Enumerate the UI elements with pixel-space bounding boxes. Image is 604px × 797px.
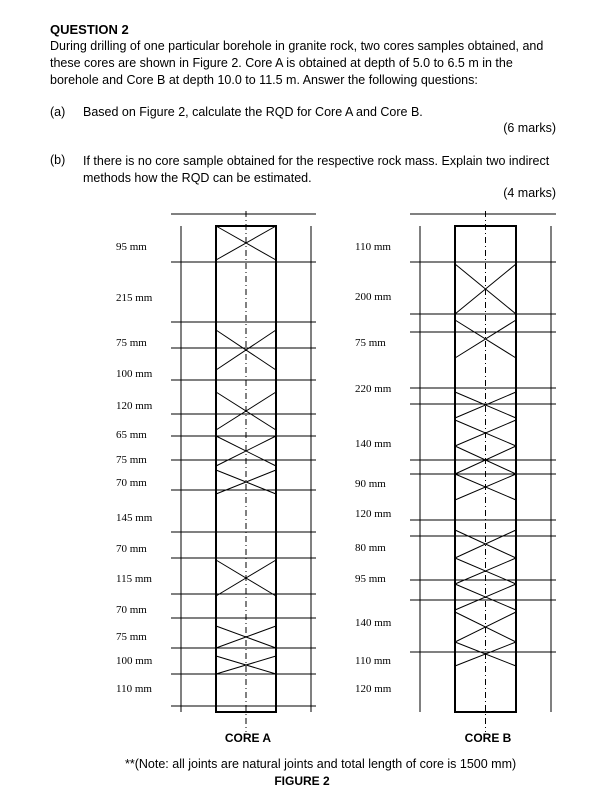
figure-note: **(Note: all joints are natural joints and total length of core is 1500 mm)	[125, 757, 517, 771]
core-a-segment-label: 95 mm	[116, 241, 147, 253]
core-a-segment-label: 70 mm	[116, 543, 147, 555]
core-a-segment-label: 100 mm	[116, 655, 153, 667]
core-b-segment-label: 200 mm	[355, 291, 392, 303]
core-b-segment-label: 120 mm	[355, 683, 392, 695]
core-a-title: CORE A	[224, 731, 272, 745]
part-a-label: (a)	[50, 105, 66, 119]
core-a-segment-label: 75 mm	[116, 454, 147, 466]
core-a-segment-label: 110 mm	[116, 683, 152, 695]
part-a-marks: (6 marks)	[503, 121, 556, 135]
core-b-segment-label: 75 mm	[355, 337, 386, 349]
part-b-marks: (4 marks)	[503, 186, 556, 200]
core-a-column	[171, 211, 316, 732]
question-title: QUESTION 2	[50, 22, 129, 37]
core-b-segment-label: 140 mm	[355, 438, 392, 450]
core-b-segment-label: 90 mm	[355, 478, 386, 490]
core-b-segment-label: 95 mm	[355, 573, 386, 585]
core-a-segment-label: 75 mm	[116, 631, 147, 643]
core-b-segment-label: 140 mm	[355, 617, 392, 629]
core-a-segment-label: 75 mm	[116, 337, 147, 349]
core-b-segment-label: 220 mm	[355, 383, 392, 395]
core-a-segment-label: 120 mm	[116, 400, 153, 412]
part-b-text: If there is no core sample obtained for the respective rock mass. Explain two indirect methods how the RQD can be estimated.	[83, 154, 550, 185]
question-intro: During drilling of one particular borehole in granite rock, two cores samples obtained, and these cores are shown in Figure 2. Core A is obtained at depth of 5.0 to 6.5 m in the borehole and Core B at depth 10.0 to 11.5 m. Answer the following questions:	[50, 39, 544, 87]
figure-caption: FIGURE 2	[274, 774, 330, 788]
core-a-segment-label: 100 mm	[116, 368, 153, 380]
part-b-label: (b)	[50, 153, 66, 167]
core-a-segment-label: 65 mm	[116, 429, 147, 441]
core-b-segment-label: 110 mm	[355, 241, 391, 253]
core-a-segment-label: 145 mm	[116, 512, 153, 524]
core-a-segment-label: 70 mm	[116, 477, 147, 489]
core-b-column	[410, 211, 556, 732]
core-a-segment-label: 70 mm	[116, 604, 147, 616]
core-a-segment-label: 115 mm	[116, 573, 152, 585]
core-b-labels	[355, 241, 392, 695]
core-b-title: CORE B	[464, 731, 512, 745]
core-b-segment-label: 110 mm	[355, 655, 391, 667]
core-a-labels	[116, 241, 153, 695]
core-b-segment-label: 80 mm	[355, 542, 386, 554]
core-b-segment-label: 120 mm	[355, 508, 392, 520]
part-a-text: Based on Figure 2, calculate the RQD for Core A and Core B.	[83, 105, 423, 119]
core-a-segment-label: 215 mm	[116, 292, 153, 304]
